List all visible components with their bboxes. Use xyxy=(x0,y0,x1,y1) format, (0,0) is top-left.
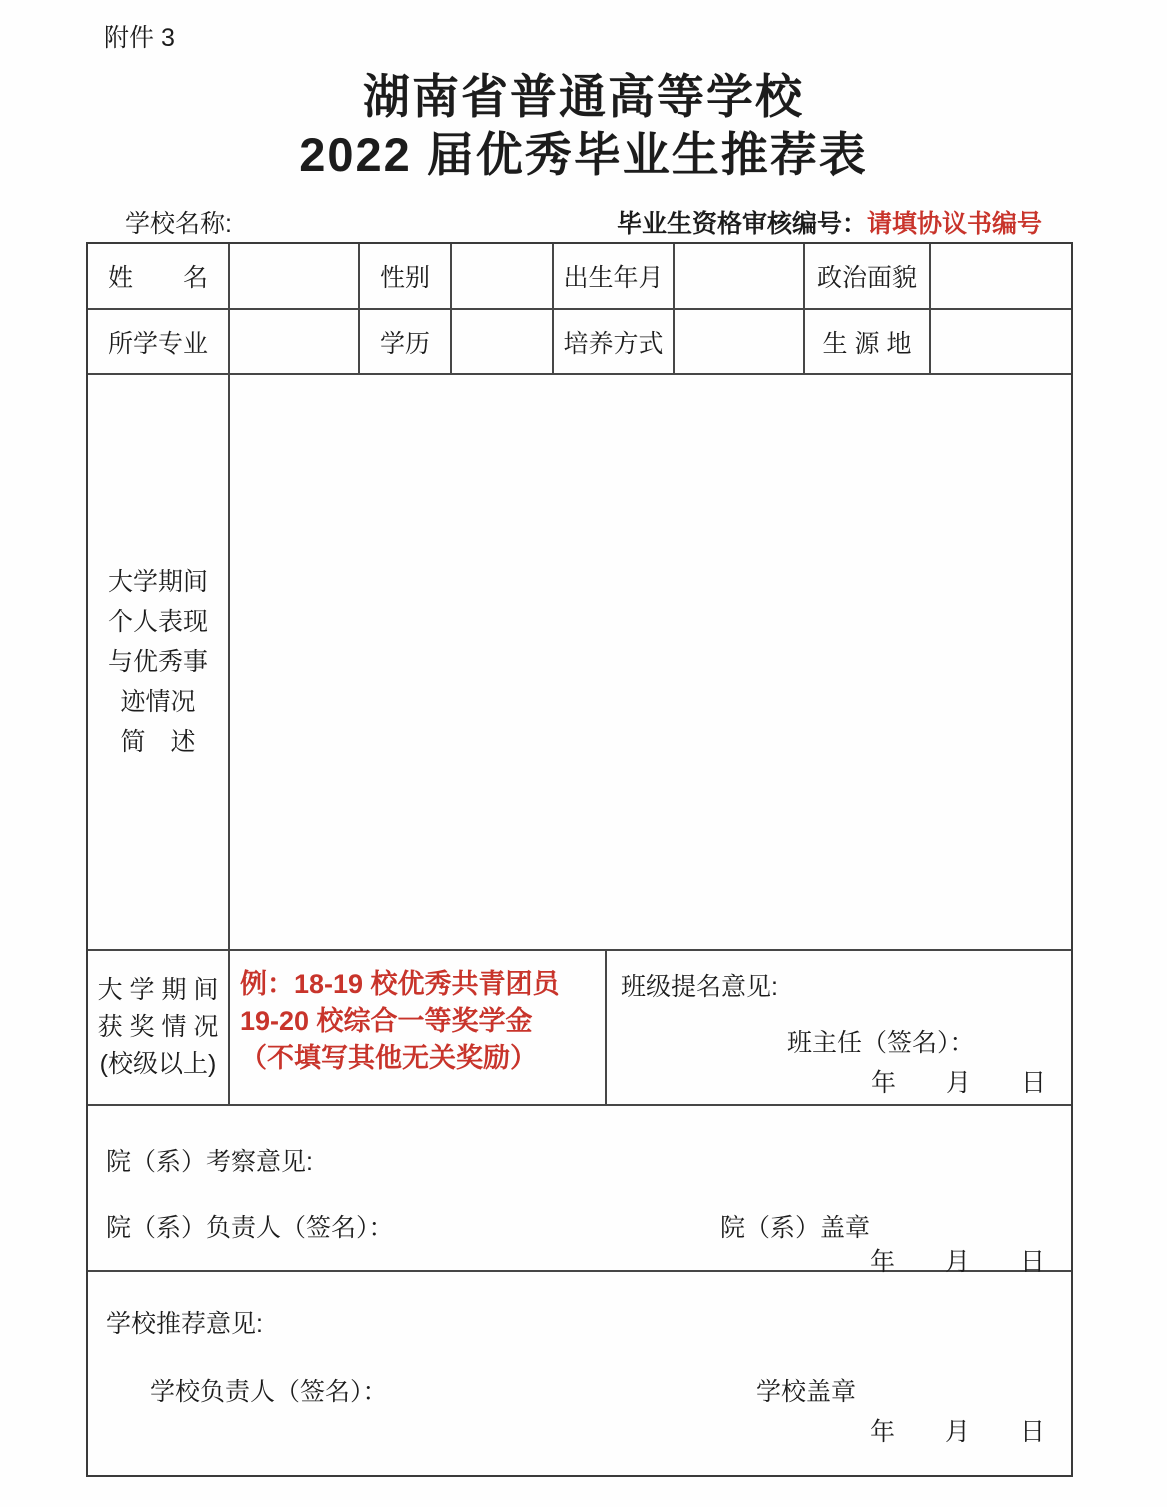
school-date-label: 年 月 日 xyxy=(869,1418,1045,1446)
summary-label-line: 个人表现 xyxy=(107,608,208,636)
training-mode-value-cell[interactable] xyxy=(675,310,805,373)
major-label: 所学专业 xyxy=(88,310,230,373)
table-row-performance-summary xyxy=(88,375,1071,951)
awards-label-lines xyxy=(98,972,219,1083)
summary-label-line: 与优秀事 xyxy=(107,648,208,676)
awards-example-line: 例：18-19 校优秀共青团员 xyxy=(240,969,560,999)
performance-summary-input-area[interactable] xyxy=(230,375,1071,949)
awards-label-line: 大 学 期 间 xyxy=(97,976,219,1004)
student-origin-label: 生 源 地 xyxy=(805,310,931,373)
training-mode-label: 培养方式 xyxy=(554,310,675,373)
major-value-cell[interactable] xyxy=(230,310,360,373)
review-number-label xyxy=(617,204,1042,240)
degree-label: 学历 xyxy=(360,310,452,373)
student-origin-value-cell[interactable] xyxy=(931,310,1071,373)
awards-example-area[interactable] xyxy=(230,951,607,1104)
school-name-label: 学校名称: xyxy=(125,210,232,238)
table-row-basic-info-2 xyxy=(88,310,1071,375)
name-value-cell[interactable] xyxy=(230,244,360,308)
summary-label-line: 大学期间 xyxy=(107,568,208,596)
form-title-line1: 湖南省普通高等学校 xyxy=(363,70,804,123)
class-nomination-title: 班级提名意见: xyxy=(621,973,778,1001)
awards-example-line: （不填写其他无关奖励） xyxy=(240,1043,537,1073)
table-row-dept-opinion xyxy=(88,1106,1071,1276)
awards-label xyxy=(88,951,230,1104)
class-date-label: 年 月 日 xyxy=(871,1069,1047,1097)
attachment-number: 附件 3 xyxy=(104,24,175,52)
gender-label: 性别 xyxy=(360,244,452,308)
class-nomination-cell[interactable] xyxy=(607,951,1071,1104)
review-number-hint: 请填协议书编号 xyxy=(867,210,1043,238)
table-row-basic-info-1 xyxy=(88,244,1071,310)
dept-opinion-title: 院（系）考察意见: xyxy=(106,1148,313,1176)
school-opinion-cell[interactable] xyxy=(88,1272,1071,1475)
name-label: 姓 名 xyxy=(88,244,230,308)
awards-label-line: (校级以上) xyxy=(99,1050,217,1078)
recommendation-form-table xyxy=(86,242,1073,1477)
birth-date-label: 出生年月 xyxy=(554,244,675,308)
school-opinion-title: 学校推荐意见: xyxy=(106,1310,263,1338)
school-head-sign-label: 学校负责人（签名）： xyxy=(150,1378,388,1406)
summary-label-line: 迹情况 xyxy=(120,688,196,716)
table-row-school-opinion xyxy=(88,1272,1071,1475)
school-seal-label: 学校盖章 xyxy=(756,1378,857,1406)
summary-label-line: 简 述 xyxy=(120,728,196,756)
gender-value-cell[interactable] xyxy=(452,244,554,308)
review-number-text: 毕业生资格审核编号： xyxy=(617,210,868,238)
awards-label-line: 获 奖 情 况 xyxy=(97,1013,219,1041)
awards-example-line: 19-20 校综合一等奖学金 xyxy=(240,1006,533,1036)
performance-summary-label-lines xyxy=(108,562,208,762)
class-teacher-sign-label: 班主任（签名）： xyxy=(787,1029,975,1057)
dept-head-sign-label: 院（系）负责人（签名）： xyxy=(106,1214,394,1242)
political-status-value-cell[interactable] xyxy=(931,244,1071,308)
political-status-label: 政治面貌 xyxy=(805,244,931,308)
table-row-awards xyxy=(88,951,1071,1106)
dept-opinion-cell[interactable] xyxy=(88,1106,1071,1276)
performance-summary-label xyxy=(88,375,230,949)
dept-date-label: 年 月 日 xyxy=(869,1248,1045,1276)
degree-value-cell[interactable] xyxy=(452,310,554,373)
form-title-line2: 2022 届优秀毕业生推荐表 xyxy=(299,128,868,181)
birth-date-value-cell[interactable] xyxy=(675,244,805,308)
dept-seal-label: 院（系）盖章 xyxy=(720,1214,871,1242)
